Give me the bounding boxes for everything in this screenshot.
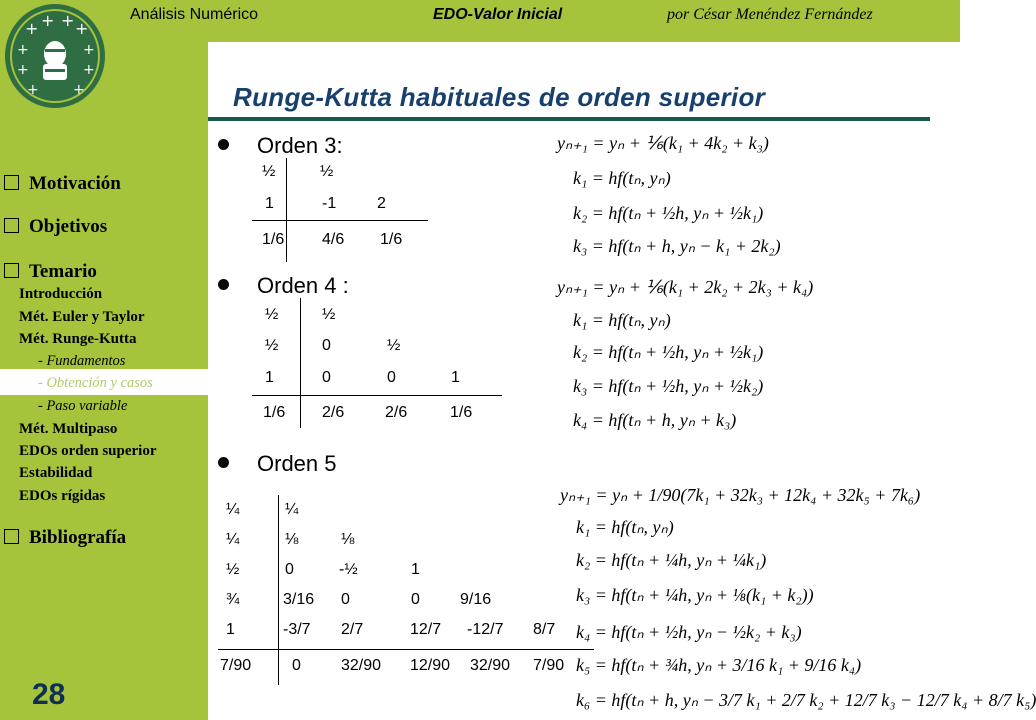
tableau-5-cell: ¼ xyxy=(226,531,240,548)
tableau-3-cell: 1/6 xyxy=(380,231,403,248)
formula-orden-3-y: yₙ₊₁ = yₙ + ⅙(k₁ + 4k₂ + k₃) xyxy=(557,133,769,153)
menu-item-multipaso[interactable]: Mét. Multipaso xyxy=(19,421,118,437)
tableau-5-cell: 3/16 xyxy=(283,591,315,608)
tableau-5-cell: 32/90 xyxy=(470,657,511,674)
formula-orden-4-k1: k₁ = hf(tₙ, yₙ) xyxy=(573,310,671,330)
tableau-5-cell: ¼ xyxy=(226,501,240,518)
menu-item-paso-variable[interactable]: - Paso variable xyxy=(38,398,128,414)
formula-orden-5-k2: k₂ = hf(tₙ + ¼h, yₙ + ¼k₁) xyxy=(576,550,767,570)
menu-item-introduccion[interactable]: Introducción xyxy=(19,286,103,302)
menu-item-estabilidad[interactable]: Estabilidad xyxy=(19,465,93,481)
bullet-dot-icon xyxy=(218,279,229,290)
tableau-3-cell: 1 xyxy=(265,195,274,212)
svg-text:+: + xyxy=(75,19,89,38)
tableau-3-cell: ½ xyxy=(262,163,276,180)
menu-item-obtencion-casos[interactable]: - Obtención y casos xyxy=(38,375,153,391)
formula-orden-3-k1: k₁ = hf(tₙ, yₙ) xyxy=(573,168,671,188)
bullet-label: Orden 5 xyxy=(257,451,337,476)
formula-orden-5-k3: k₃ = hf(tₙ + ¼h, yₙ + ⅛(k₁ + k₂)) xyxy=(576,585,814,605)
tableau-3-cell: -1 xyxy=(322,195,337,212)
tableau-3-divider xyxy=(286,158,287,262)
tableau-5-cell: ⅛ xyxy=(341,531,355,548)
tableau-4-rule xyxy=(252,395,502,396)
svg-text:+: + xyxy=(17,42,29,58)
menu-item-euler-taylor[interactable]: Mét. Euler y Taylor xyxy=(19,309,145,325)
tableau-5-cell: 12/90 xyxy=(410,657,451,674)
menu-section-label: Objetivos xyxy=(29,216,108,237)
page-number: 28 xyxy=(32,678,66,711)
tableau-4-cell: ½ xyxy=(265,337,279,354)
menu-section-bibliografia[interactable] xyxy=(4,527,126,549)
tableau-4-cell: 1/6 xyxy=(450,404,473,421)
formula-orden-3-k2: k₂ = hf(tₙ + ½h, yₙ + ½k₁) xyxy=(573,203,764,223)
tableau-4-cell: 0 xyxy=(322,337,331,354)
menu-item-runge-kutta[interactable]: Mét. Runge-Kutta xyxy=(19,331,137,347)
tableau-5-cell: 7/90 xyxy=(533,657,565,674)
bullet-orden-3 xyxy=(218,133,343,159)
formula-orden-4-k4: k₄ = hf(tₙ + h, yₙ + k₃) xyxy=(573,410,737,430)
tableau-3-cell: 1/6 xyxy=(262,231,285,248)
menu-section-label: Temario xyxy=(29,261,97,282)
tableau-3-rule xyxy=(252,220,428,221)
checkbox-icon xyxy=(4,175,19,190)
svg-text:+: + xyxy=(17,62,29,78)
topic-name: EDO-Valor Inicial xyxy=(433,6,563,23)
slide-title: Runge-Kutta habituales de orden superior xyxy=(233,82,766,112)
tableau-5-cell: 12/7 xyxy=(410,621,442,638)
course-name: Análisis Numérico xyxy=(130,6,259,23)
formula-orden-3-k3: k₃ = hf(tₙ + h, yₙ − k₁ + 2k₂) xyxy=(573,236,781,256)
bullet-label: Orden 4 : xyxy=(257,273,349,298)
tableau-5-cell: ¾ xyxy=(226,591,240,608)
svg-text:+: + xyxy=(27,82,39,98)
university-crest-icon xyxy=(3,2,107,110)
tableau-5-rule xyxy=(218,649,594,650)
bullet-label: Orden 3: xyxy=(257,133,343,158)
tableau-4-cell: 0 xyxy=(387,369,396,386)
svg-text:+: + xyxy=(61,11,75,30)
menu-section-temario[interactable] xyxy=(4,261,97,283)
tableau-3-cell: ½ xyxy=(320,163,334,180)
tableau-5-cell: 0 xyxy=(411,591,420,608)
tableau-5-cell: 1 xyxy=(226,621,235,638)
tableau-5-cell: -12/7 xyxy=(467,621,504,638)
tableau-5-cell: 7/90 xyxy=(220,657,252,674)
checkbox-icon xyxy=(4,218,19,233)
bullet-dot-icon xyxy=(218,139,229,150)
svg-text:+: + xyxy=(25,19,39,38)
tableau-4-cell: ½ xyxy=(265,306,279,323)
formula-orden-5-k4: k₄ = hf(tₙ + ½h, yₙ − ½k₂ + k₃) xyxy=(576,622,802,642)
svg-text:+: + xyxy=(41,11,55,30)
svg-text:+: + xyxy=(83,42,95,58)
formula-orden-5-k6: k₆ = hf(tₙ + h, yₙ − 3/7 k₁ + 2/7 k₂ + 12/7 k₃ − 12/7 k₄ + 8/7 k₅) xyxy=(576,690,1036,710)
menu-section-label: Motivación xyxy=(29,173,121,194)
formula-orden-4-y: yₙ₊₁ = yₙ + ⅙(k₁ + 2k₂ + 2k₃ + k₄) xyxy=(557,277,814,297)
formula-orden-5-y: yₙ₊₁ = yₙ + 1/90(7k₁ + 32k₃ + 12k₄ + 32k₅ + 7k₆) xyxy=(560,485,921,505)
menu-item-edos-rigidas[interactable]: EDOs rígidas xyxy=(19,488,106,504)
tableau-5-divider xyxy=(278,495,279,685)
svg-text:+: + xyxy=(73,82,85,98)
tableau-5-cell: 1 xyxy=(411,561,420,578)
menu-section-motivacion[interactable] xyxy=(4,173,121,195)
menu-item-orden-superior[interactable]: EDOs orden superior xyxy=(19,443,157,459)
tableau-5-cell: 2/7 xyxy=(341,621,364,638)
tableau-5-cell: 8/7 xyxy=(533,621,556,638)
tableau-3-cell: 4/6 xyxy=(322,231,345,248)
tableau-4-cell: 1 xyxy=(451,369,460,386)
bullet-orden-5 xyxy=(218,451,337,477)
bullet-dot-icon xyxy=(218,457,229,468)
tableau-5-cell: ¼ xyxy=(285,501,299,518)
tableau-5-cell: -½ xyxy=(339,561,358,578)
tableau-4-cell: 1 xyxy=(265,369,274,386)
menu-section-objetivos[interactable] xyxy=(4,216,107,238)
tableau-4-cell: 0 xyxy=(322,369,331,386)
tableau-5-cell: 0 xyxy=(285,561,294,578)
tableau-5-cell: -3/7 xyxy=(283,621,311,638)
author-name: por César Menéndez Fernández xyxy=(667,6,873,23)
tableau-4-cell: 1/6 xyxy=(263,404,286,421)
tableau-5-cell: ⅛ xyxy=(285,531,299,548)
title-rule xyxy=(208,117,930,121)
tableau-4-cell: ½ xyxy=(387,337,401,354)
checkbox-icon xyxy=(4,263,19,278)
tableau-4-cell: ½ xyxy=(322,306,336,323)
tableau-5-cell: 0 xyxy=(341,591,350,608)
formula-orden-4-k2: k₂ = hf(tₙ + ½h, yₙ + ½k₁) xyxy=(573,342,764,362)
tableau-3-cell: 2 xyxy=(377,195,386,212)
menu-item-fundamentos[interactable]: - Fundamentos xyxy=(38,353,126,369)
formula-orden-5-k5: k₅ = hf(tₙ + ¾h, yₙ + 3/16 k₁ + 9/16 k₄) xyxy=(576,655,862,675)
bullet-orden-4 xyxy=(218,273,349,299)
tableau-5-cell: 0 xyxy=(292,657,301,674)
tableau-4-cell: 2/6 xyxy=(322,404,345,421)
checkbox-icon xyxy=(4,529,19,544)
menu-section-label: Bibliografía xyxy=(29,527,127,548)
tableau-4-cell: 2/6 xyxy=(385,404,408,421)
tableau-5-cell: ½ xyxy=(226,561,240,578)
formula-orden-5-k1: k₁ = hf(tₙ, yₙ) xyxy=(576,517,674,537)
tableau-5-cell: 9/16 xyxy=(460,591,492,608)
svg-text:+: + xyxy=(83,62,95,78)
formula-orden-4-k3: k₃ = hf(tₙ + ½h, yₙ + ½k₂) xyxy=(573,376,764,396)
tableau-5-cell: 32/90 xyxy=(341,657,382,674)
tableau-4-divider xyxy=(300,298,301,428)
